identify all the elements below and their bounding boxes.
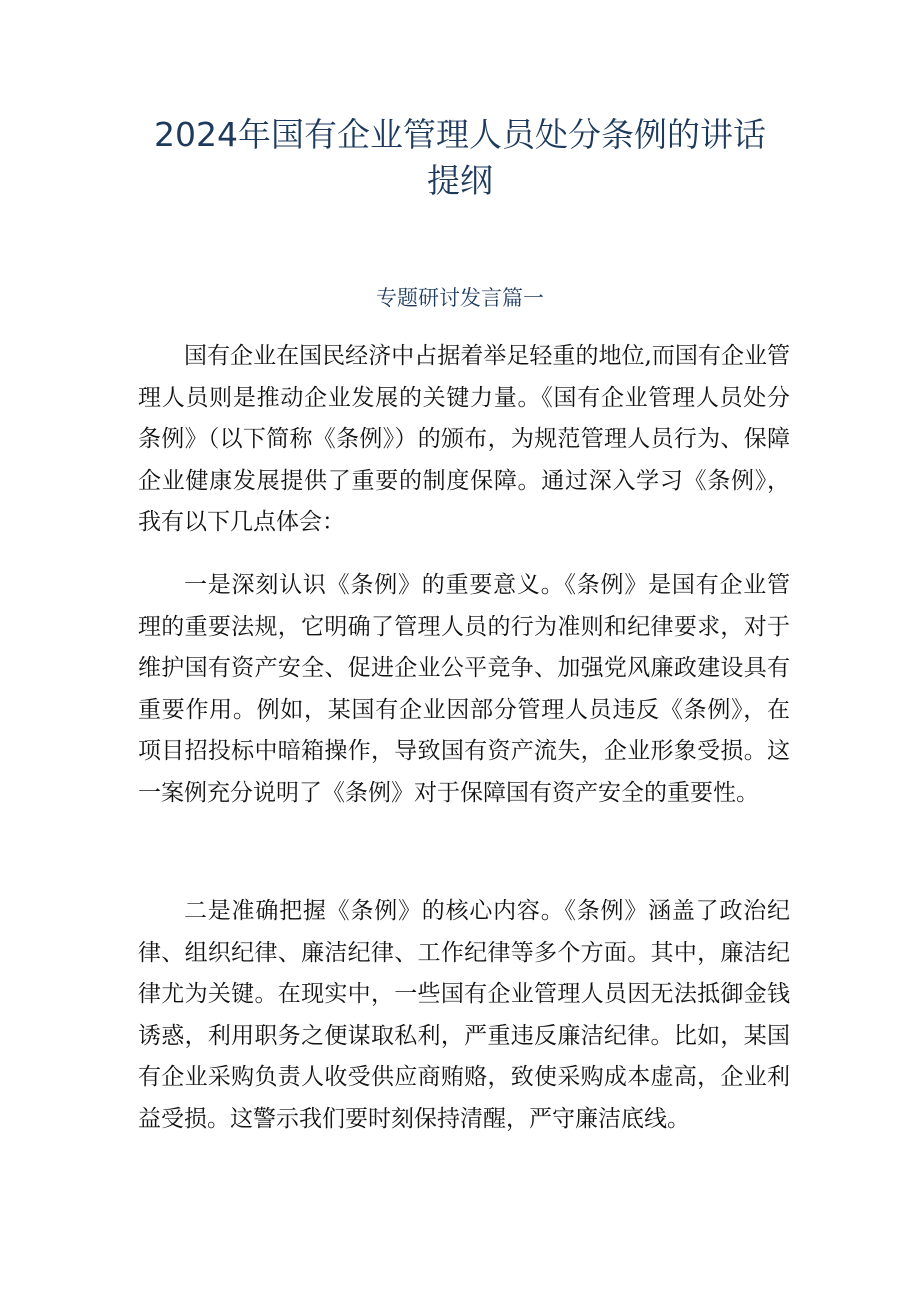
body-paragraph-1: 国有企业在国民经济中占据着举足轻重的地位,而国有企业管理人员则是推动企业发展的关键力量。《国有企业管理人员处分条例》（以下简称《条例》）的颁布，为规范管理人员行为、保障企业健康发展提供了重要的制度保障。通过深入学习《条例》，我有以下几点体会： [138,343,790,535]
document-title [0,112,920,204]
document-subtitle: 专题研讨发言篇一 [376,286,544,310]
body-paragraph-2: 一是深刻认识《条例》的重要意义。《条例》是国有企业管理的重要法规，它明确了管理人员的行为准则和纪律要求，对于维护国有资产安全、促进企业公平竞争、加强党风廉政建设具有重要作用。例如，某国有企业因部分管理人员违反《条例》，在项目招投标中暗箱操作，导致国有资产流失，企业形象受损。这一案例充分说明了《条例》对于保障国有资产安全的重要性。 [138,572,790,806]
document-title-line-1: 2024年国有企业管理人员处分条例的讲话 [154,115,766,154]
document-title-line-2: 提纲 [427,161,493,200]
body-paragraph-3: 二是准确把握《条例》的核心内容。《条例》涵盖了政治纪律、组织纪律、廉洁纪律、工作纪律等多个方面。其中，廉洁纪律尤为关键。在现实中，一些国有企业管理人员因无法抵御金钱诱惑，利用职务之便谋取私利，严重违反廉洁纪律。比如，某国有企业采购负责人收受供应商贿赂，致使采购成本虚高，企业利益受损。这警示我们要时刻保持清醒，严守廉洁底线。 [138,898,790,1132]
